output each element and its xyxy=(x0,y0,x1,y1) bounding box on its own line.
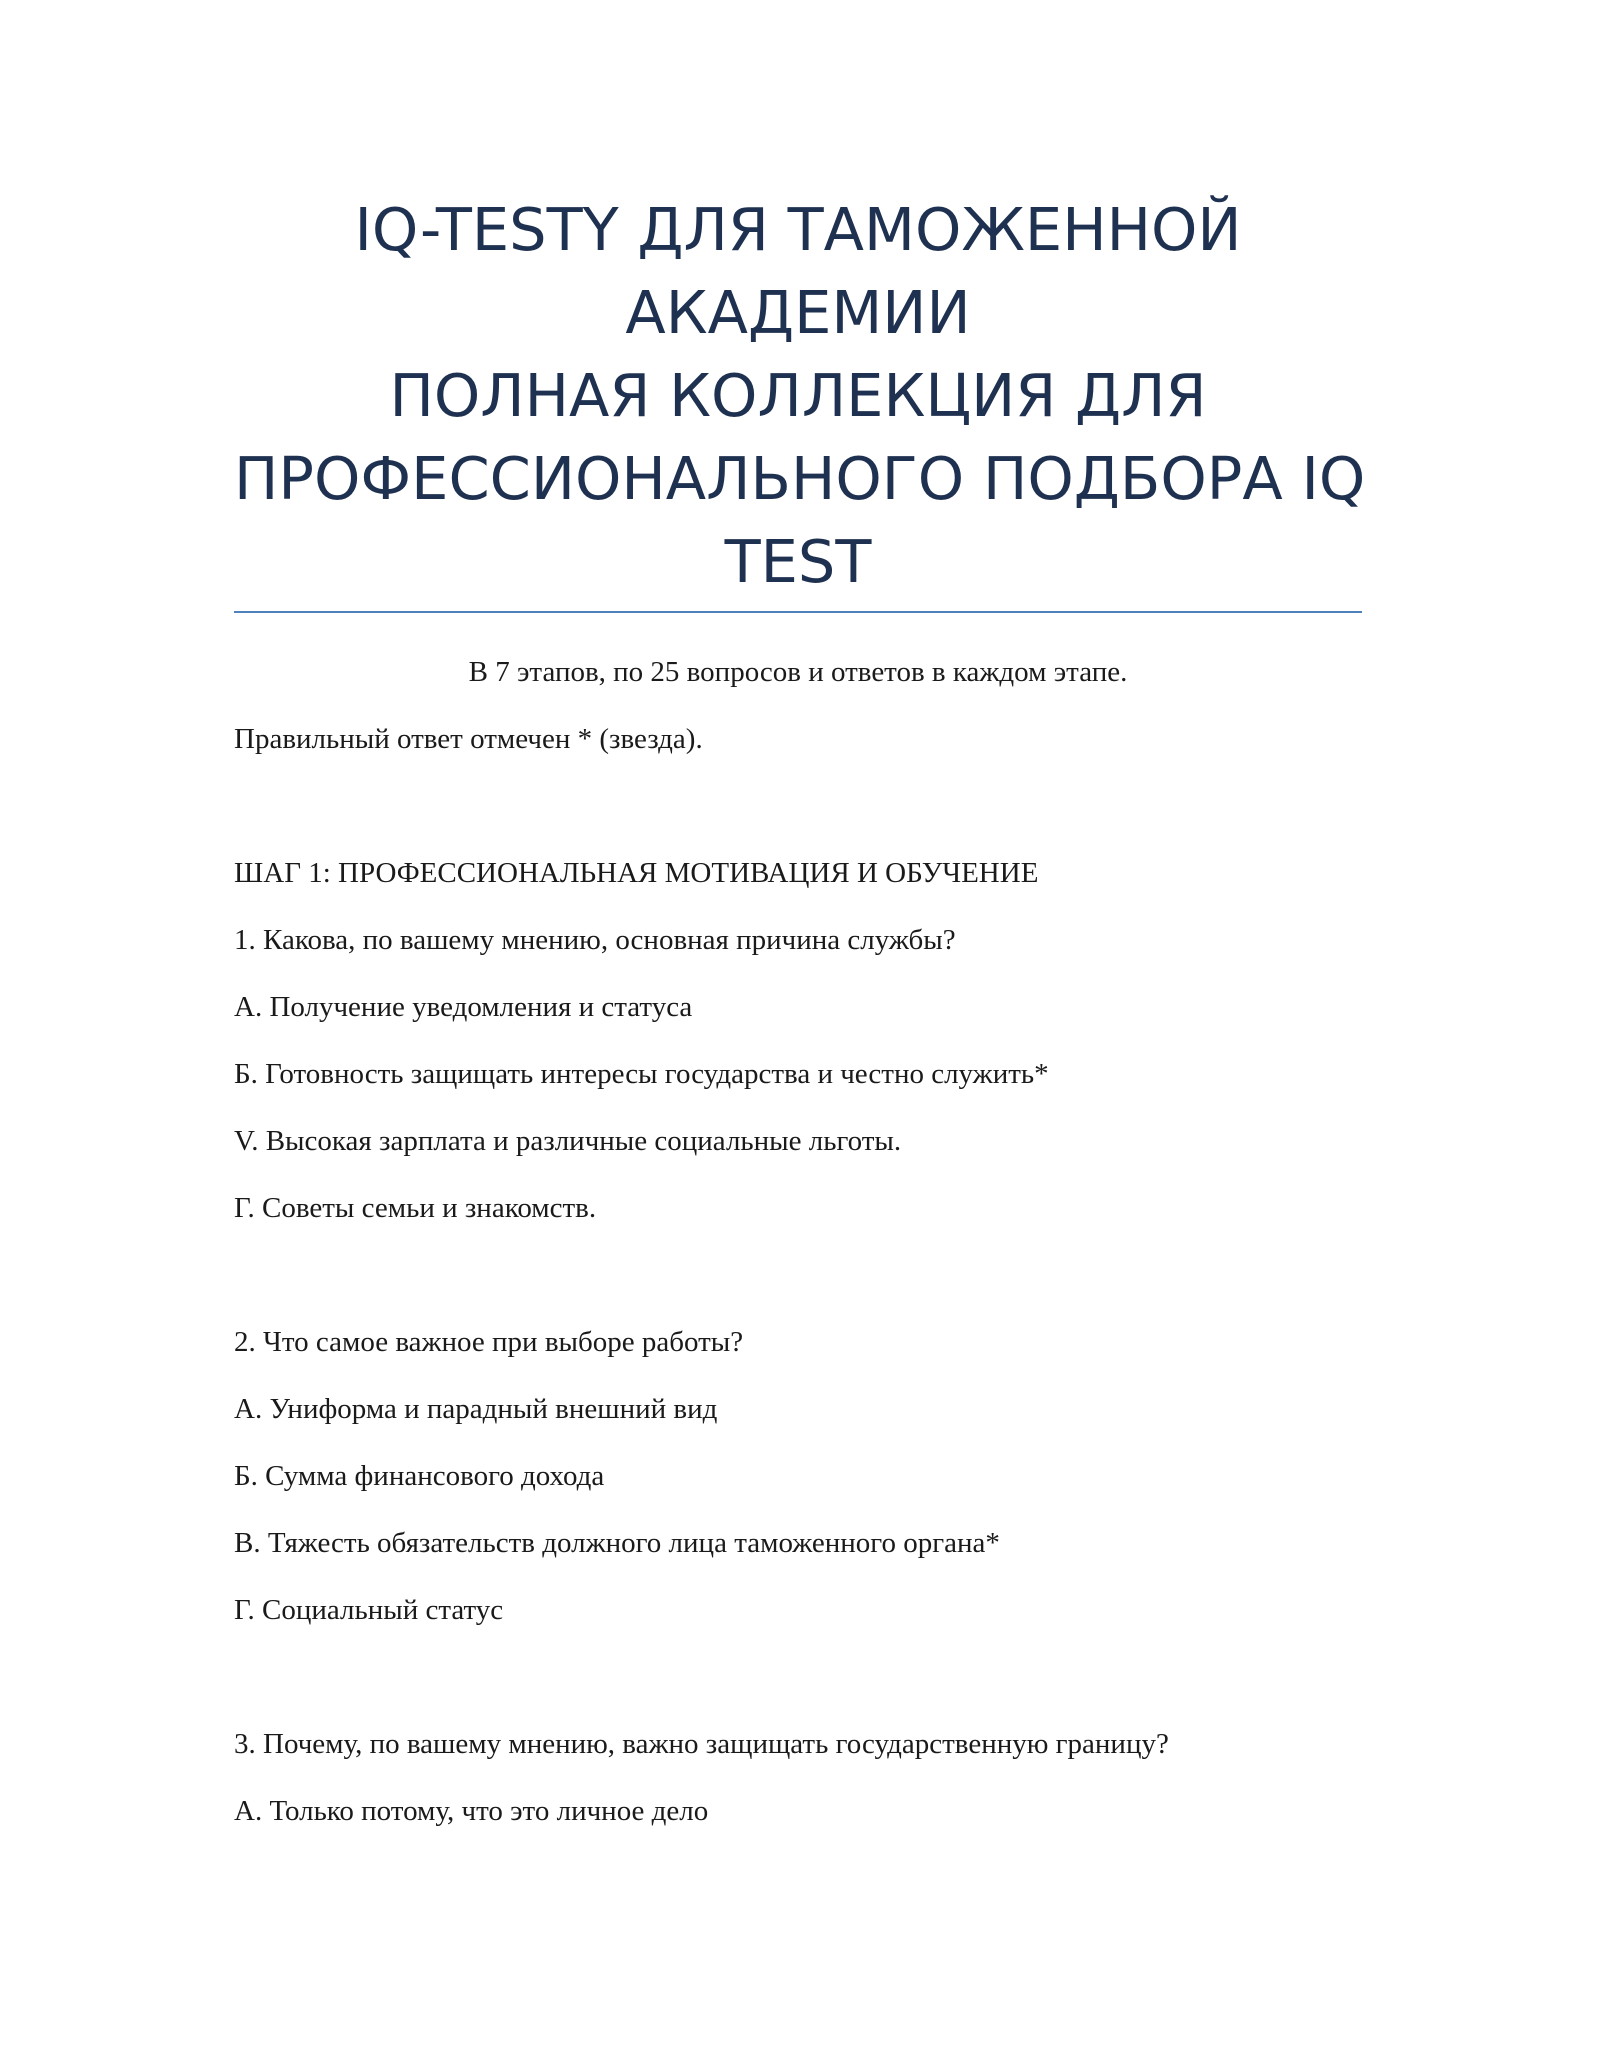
question-text: 1. Какова, по вашему мнению, основная причина службы? xyxy=(234,924,956,956)
answer-option: Г. Советы семьи и знакомств. xyxy=(234,1192,597,1224)
title-line: АКАДЕМИИ xyxy=(625,278,971,347)
answer-option: А. Униформа и парадный внешний вид xyxy=(234,1393,718,1425)
answer-option: В. Тяжесть обязательств должного лица таможенного органа* xyxy=(234,1527,1000,1559)
answer-option: Б. Готовность защищать интересы государства и честно служить* xyxy=(234,1058,1049,1090)
title-line: IQ-TESTY ДЛЯ ТАМОЖЕННОЙ xyxy=(354,195,1242,264)
answer-option: Г. Социальный статус xyxy=(234,1594,504,1626)
answer-option: А. Получение уведомления и статуса xyxy=(234,991,693,1023)
answer-option: А. Только потому, что это личное дело xyxy=(234,1795,709,1827)
intro-stages: В 7 этапов, по 25 вопросов и ответов в каждом этапе. xyxy=(468,656,1128,688)
question-text: 2. Что самое важное при выборе работы? xyxy=(234,1326,744,1358)
title-line: TEST xyxy=(724,527,872,596)
title-line: ПРОФЕССИОНАЛЬНОГО ПОДБОРА IQ xyxy=(234,444,1366,513)
document-title xyxy=(234,188,1366,603)
answer-option: Б. Сумма финансового дохода xyxy=(234,1460,605,1492)
step-heading: ШАГ 1: ПРОФЕССИОНАЛЬНАЯ МОТИВАЦИЯ И ОБУЧЕНИЕ xyxy=(234,857,1039,889)
intro-legend: Правильный ответ отмечен * (звезда). xyxy=(234,723,703,755)
question-text: 3. Почему, по вашему мнению, важно защищать государственную границу? xyxy=(234,1728,1169,1760)
title-line: ПОЛНАЯ КОЛЛЕКЦИЯ ДЛЯ xyxy=(389,361,1207,430)
answer-option: V. Высокая зарплата и различные социальные льготы. xyxy=(234,1125,902,1157)
title-divider xyxy=(234,611,1362,613)
